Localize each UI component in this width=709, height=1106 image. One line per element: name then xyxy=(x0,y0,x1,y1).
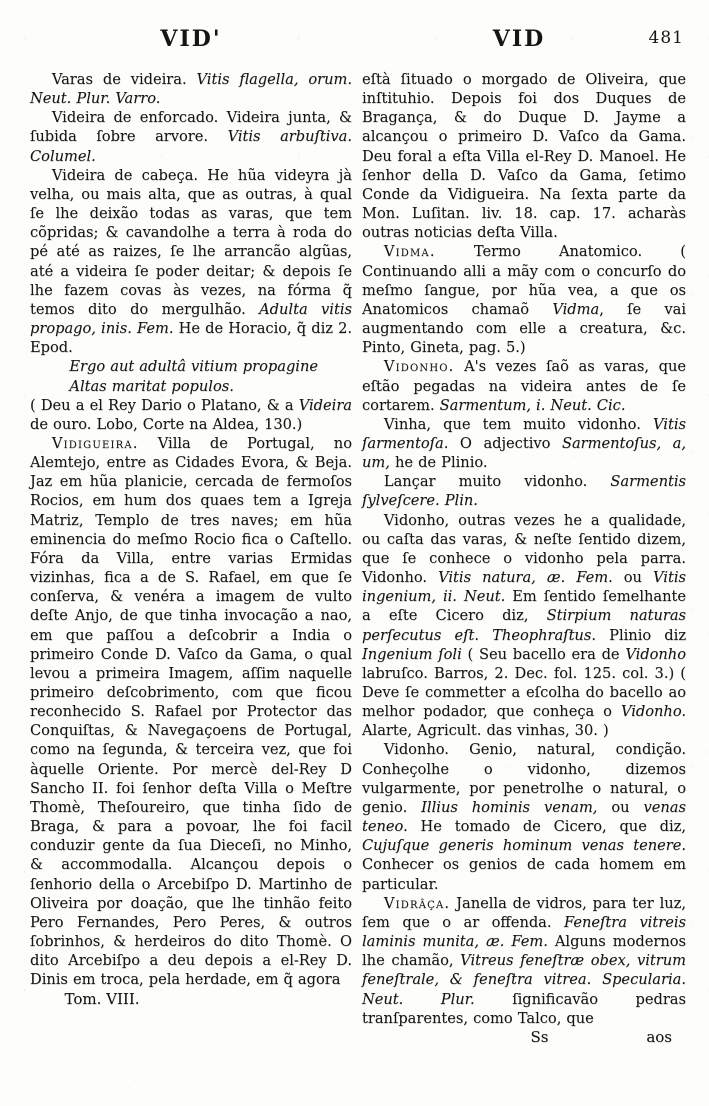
text-run: Sarmentoſus, a, um, xyxy=(362,434,687,472)
tome-line: Tom. VIII. xyxy=(64,989,140,1008)
right-column xyxy=(362,70,686,1047)
text-run: Vitis flagella, orum. Neut. Plur. Varro. xyxy=(30,71,352,108)
paragraph xyxy=(30,434,352,990)
text-run: Conhecer os genios de cada homem em particular. xyxy=(362,856,686,893)
text-run: Vidonho. xyxy=(383,358,455,376)
paragraph xyxy=(362,894,686,1028)
text-run: Vidrâça. xyxy=(383,894,451,912)
text-run: Termo Anatomico. ( Continuando alli a mãy com o concurſo do meſmo ſangue, por hũa vea, a que os Anatomicos chamaõ xyxy=(362,243,686,318)
text-run: labruſco. Barros, 2. Dec. fol. 125. col. 3.) ( Deve ſe commetter a eſcolha do bacello ao melhor podador, que conheça o xyxy=(362,664,686,721)
catchword: aos xyxy=(646,1027,672,1046)
text-run: Adulta vitis propago, inis. Fem. xyxy=(30,300,352,338)
text-columns xyxy=(30,70,686,1047)
text-run: Varas de videira. xyxy=(51,71,197,88)
running-title-right: VID xyxy=(492,26,546,52)
text-run: Vidigueira. xyxy=(51,434,139,452)
text-run: He tomado de Cicero, que diz, xyxy=(407,818,686,836)
text-run: Vitis ſarmentoſa. xyxy=(362,415,686,452)
right-column-text xyxy=(362,70,686,1028)
paragraph xyxy=(362,242,686,357)
left-column xyxy=(30,70,352,1047)
paragraph xyxy=(69,377,352,396)
text-run: Vidma. xyxy=(383,243,436,261)
paragraph xyxy=(362,357,686,414)
text-run: ( Seu bacello era de xyxy=(461,645,626,663)
paragraph xyxy=(30,396,352,434)
paragraph xyxy=(362,472,686,510)
text-run: Vitis ingenium, ii. Neut. xyxy=(362,569,686,606)
text-run: Vitis arbuſtiva. Columel. xyxy=(30,128,353,165)
text-run: Vidonho. Genio, natural, condição. Conheçolhe o vidonho, dizemos vulgarmente, por penetrolhe o natural, o genio. xyxy=(362,741,686,816)
text-run: , ſe vai augmentando com elle a creatura, &c. Pinto, Gineta, pag. 5.) xyxy=(362,300,686,357)
text-run: Ergo aut adultâ vitium propagine xyxy=(69,358,318,376)
text-run: Vidonho, outras vezes he a qualidade, ou caſta das varas, & neſte ſentido dizem, que ſe conhece o vidonho pela parra. Vidonho. xyxy=(362,511,686,587)
paragraph xyxy=(362,70,686,242)
text-run: Cujuſque generis hominum venas tenere. xyxy=(362,837,686,855)
text-run: Ingenium ſoli xyxy=(362,645,462,663)
text-run: Vidonho xyxy=(625,645,686,663)
running-title-left: VID' xyxy=(160,26,222,52)
left-column-text xyxy=(30,70,352,990)
text-run: Vidma xyxy=(552,300,600,318)
text-run: Villa de Portugal, no Alemtejo, entre as Cidades Evora, & Beja. Jaz em hũa planicie, cercada de fermoſos Rocios, em hum dos quaes tem a Igreja Matriz, Templo de tres naves; em hũa eminencia do meſmo Rocio fica o Caſtello. Fóra da Villa, entre varias Ermidas vizinhas, fica a de S. Rafael, em que ſe conſerva, & venéra a imagem de vulto deſte Anjo, de que tinha invocação a nao, em que paſſou a deſcobrir a India o primeiro Conde D. Vaſco da Gama, o qual levou a primeira Imagem, aſſim naquelle primeiro deſcobrimento, com que ficou reconhecido S. Rafael por Protector das Conquiſtas, & Navegaçoens de Portugal, como na ſegunda, & terceira vez, que foi àquelle Oriente. Por mercè del-Rey D Sancho II. foi ſenhor deſta Villa o Meſtre Thomè, Theſoureiro, que tinha ſido de Braga, & para a povoar, lhe foi facil conduzir gente da ſua Dieceſi, no Minho, & accommodalla. Alcançou depois o ſenhorio della o Arcebiſpo D. Martinho de Oliveira por doação, que lhe tinhão feito Pero Fernandes, Pero Peres, & outros ſobrinhos, & herdeiros do dito Thomè. O dito Arcebiſpo a deu depois a el-Rey D. Dinis em troca, pela herdade, em q̃ agora xyxy=(30,434,352,989)
text-run: Alarte, Agricult. das vinhas, 30. ) xyxy=(362,722,609,740)
paragraph xyxy=(362,415,686,472)
text-run: Em ſentido ſemelhante a eſte Cicero diz, xyxy=(362,588,686,625)
text-run: Sarmentum, i. Neut. Cic. xyxy=(439,396,626,414)
paragraph xyxy=(362,511,686,741)
text-run: ( Deu a el Rey Dario o Platano, & a xyxy=(30,396,299,414)
text-run: de ouro. Lobo, Corte na Aldea, 130.) xyxy=(30,415,303,433)
text-run: O adjectivo xyxy=(448,434,562,452)
text-run: ou xyxy=(597,798,644,816)
running-head-left xyxy=(30,26,352,52)
text-run: Stirpium naturas perſecutus eſt. Theophraſtus. xyxy=(362,607,687,644)
text-run: He de Horacio, q̃ diz 2. Epod. xyxy=(30,320,352,357)
text-run: Alguns modernos lhe chamão, xyxy=(362,933,686,970)
text-run: Vitreus feneſtræ obex, vitrum feneſtrale, & feneſtra vitrea. Specularia. Neut. Plur. xyxy=(362,952,686,1008)
paragraph xyxy=(30,166,352,358)
text-run: he de Plinio. xyxy=(389,454,488,472)
text-run: Sarmentis ſylveſcere. Plin. xyxy=(362,473,686,510)
text-run: Videira de cabeça. He hũa videyra jà velha, ou mais alta, que as outras, à qual ſe lhe deixão todas as varas, que tem cõpridas; & cavandolhe a terra à roda do pé até as raizes, ſe lhe arrancão algũas, até a videira ſe poder deitar; & depois ſe lhe fazem covas às vezes, na fórma q̃ temos dito do mergulhão. xyxy=(30,166,352,318)
text-run: A's vezes ſaõ as varas, que eſtão pegadas na videira antes de ſe cortarem. xyxy=(362,358,686,414)
running-head-right xyxy=(352,26,686,52)
gathering-signature: Ss xyxy=(530,1027,549,1046)
paragraph xyxy=(30,108,352,165)
signature-row xyxy=(362,1028,686,1047)
text-run: Videira de enforcado. Videira junta, & ſubida ſobre arvore. xyxy=(30,109,352,146)
text-run: Videira xyxy=(298,396,352,414)
text-run: venas teneo. xyxy=(362,798,687,836)
page-number: 481 xyxy=(648,28,684,48)
paragraph xyxy=(30,70,352,108)
text-run: Plinio diz xyxy=(595,626,687,644)
text-run: Vinha, que tem muito vidonho. xyxy=(383,415,654,433)
paragraph xyxy=(69,357,352,376)
text-run: Illius hominis venam, xyxy=(421,798,598,816)
running-head xyxy=(30,26,686,60)
text-run: eſtà ſituado o morgado de Oliveira, que inſtituhio. Depois foi dos Duques de Bragança, & do Duque D. Jayme a alcançou o primeiro D. Vaſco da Gama. Deu foral a eſta Villa el-Rey D. Manoel. He ſenhor della D. Vaſco da Gama, ſetimo Conde da Vidigueira. Na ſexta parte da Mon. Luſitan. liv. 18. cap. 17. acharàs outras noticias deſta Villa. xyxy=(362,71,686,242)
text-run: Janella de vidros, para ter luz, ſem que o ar offenda. xyxy=(362,894,686,931)
text-run: ſignificavão pedras tranſparentes, como Talco, que xyxy=(362,990,686,1027)
text-run: Vidonho. xyxy=(620,703,686,721)
text-run: Vitis natura, æ. Fem. xyxy=(438,569,613,587)
paragraph xyxy=(362,740,686,893)
text-run: Lançar muito vidonho. xyxy=(383,473,611,491)
text-run: Feneſtra vitreis laminis munita, æ. Fem. xyxy=(362,913,686,951)
text-run: Altas maritat populos. xyxy=(69,377,234,395)
text-run: ou xyxy=(612,569,654,587)
